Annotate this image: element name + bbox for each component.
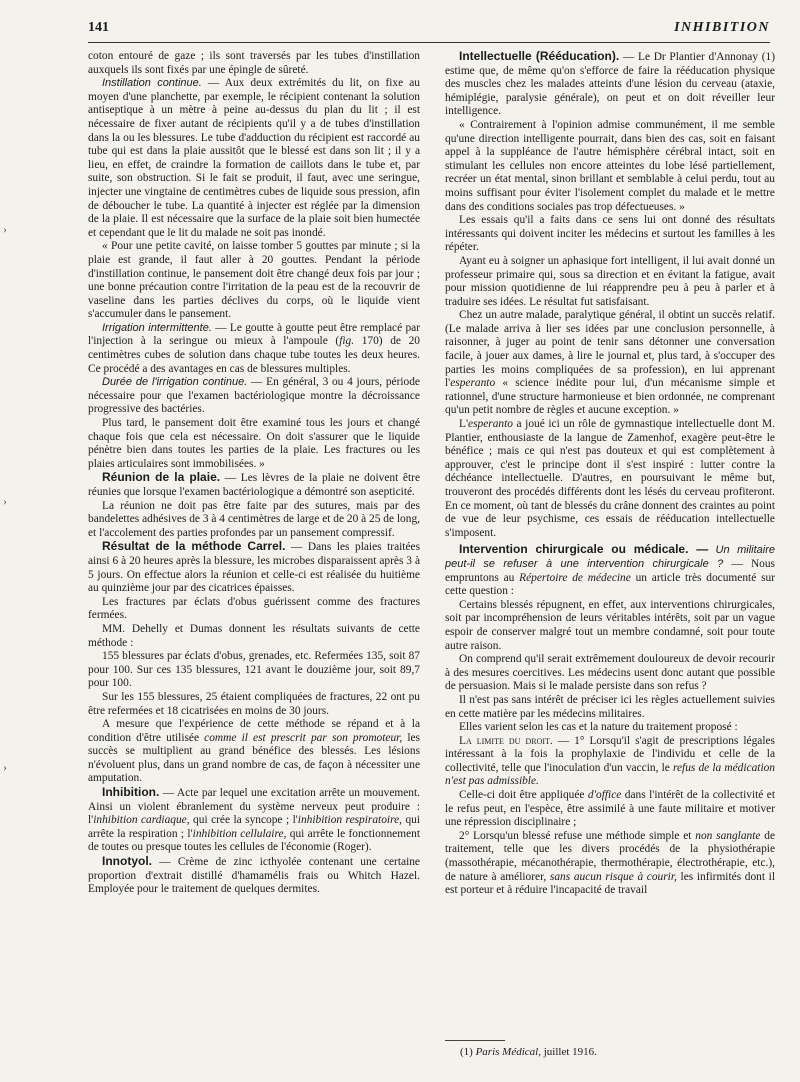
margin-chevron-icon: › [3,494,7,508]
paragraph: coton entouré de gaze ; ils sont traversés par les tubes d'instillation auxquels ils sont fixés par une épingle de sûreté. [88,50,420,76]
paragraph: Les fractures par éclats d'obus guérissent comme des fractures fermées. [88,595,420,622]
paragraph: Réunion de la plaie. — Les lèvres de la plaie ne doivent être réunies que lorsque l'examen bactériologique a démontré son asepticité. [88,470,420,498]
footnote: (1) Paris Médical, juillet 1916. [460,1046,597,1058]
paragraph: La réunion ne doit pas être faite par des sutures, mais par des bandelettes adhésives de 3 à 4 centimètres de large et de 20 à 25 de long, et l'accolement des parties profondes par un pansement compressif. [88,499,420,539]
section-heading: Innotyol. [102,854,152,869]
paragraph: 2° Lorsqu'un blessé refuse une méthode simple et non sanglante de traitement, telle que les divers procédés de la physiothérapie (massothérapie, mécanothérapie, thermothérapie, électrothérapie, etc.), de nature à améliorer, sans aucun risque à courir, les infirmités dont il est porteur et à réduire l'incapacité de travail [445,829,775,897]
section-heading: Intervention chirurgicale ou médicale. [459,542,689,557]
small-caps-heading: La limite du droit. [459,734,553,747]
paragraph: Il n'est pas sans intérêt de préciser ici les règles actuellement suivies en cette matière par les médecins militaires. [445,693,775,720]
footnote-divider [445,1040,505,1041]
paragraph: Elles varient selon les cas et la nature du traitement proposé : [459,721,738,734]
paragraph: Les essais qu'il a faits dans ce sens lui ont donné des résultats intéressants qui doivent inciter les médecins et surtout les familles à les répéter. [445,214,775,254]
entry-innotyol: Innotyol. — Crème de zinc icthyolée contenant une certaine proportion d'extrait distillé d'hamamélis frais ou Whitch Hazel. Employée pour le traitement de quelques dermites. [88,854,420,896]
paragraph: MM. Dehelly et Dumas donnent les résultats suivants de cette méthode : [88,622,420,649]
section-heading: Inhibition. [102,785,160,800]
paragraph: Ayant eu à soigner un aphasique fort intelligent, il lui avait donné un professeur primaire qui, sous sa direction et en évitant la fatigue, avait pour mission quotidienne de lui réapprendre peu à peu à parler et à traduire ses idées. Le résultat fut satisfaisant. [445,254,775,308]
entry-inhibition: Inhibition. — Acte par lequel une excitation arrête un mouvement. Ainsi un violent ébranlement du système nerveux peut produire : l'inhibition cardiaque, qui crée la syncope ; l'inhibition respiratoire, qui arrête la respiration ; l'inhibition cellulaire, qui arrête le fonctionnement de toutes ou presque toutes les cellules de l'économie (Roger). [88,785,420,854]
margin-chevron-icon: › [3,760,7,774]
section-heading: Intellectuelle (Rééducation). [459,50,620,63]
paragraph: On comprend qu'il serait extrêmement douloureux de devoir recourir à des mesures coercitives. Les médecins usent donc autant que possible de persuasion. Mais si le malade persiste dans son refus ? [445,653,775,693]
section-heading: Réunion de la plaie. [102,470,221,485]
paragraph: Sur les 155 blessures, 25 étaient compliquées de fractures, 22 ont pu être refermées et 18 cicatrisées en moins de 30 jours. [88,690,420,717]
paragraph: « Contrairement à l'opinion admise communément, il me semble qu'une direction intelligente pourrait, dans bien des cas, soit en faisant appel à la suppléance de l'autre hémisphère cérébral intact, soit en stimulant les cellules non encore atteintes du lobe lésé partiellement, recréer un état mental, sinon brillant et semblable à celui perdu, tout au moins suffisant pour éviter l'isolement complet du malade et le mettre dans des conditions sociales pas trop défectueuses. » [445,118,775,213]
paragraph: Celle-ci doit être appliquée d'office dans l'intérêt de la collectivité et le refus peut, en l'espèce, être assimilé à une faute militaire et motiver une répression disciplinaire ; [445,789,775,829]
right-column [445,50,775,1035]
paragraph: Instillation continue. — Aux deux extrémités du lit, on fixe au moyen d'une planchette, par exemple, le récipient contenant la solution antiseptique à un mètre à peine au-dessus du plan du lit ; il est nécessaire de fixer autant de récipients qu'il y a de tubes d'instillation dans la ou les blessures. Le tube d'adduction du récipient est raccordé au tube qui est dans la plaie aussitôt que le blessé est dans son lit ; il y a lieu, en effet, de craindre la formation de caillots dans le tube et, par suite, son obstruction. Si le fait se produit, il faut, avec une seringue, injecter une vingtaine de centimètres cubes de liquide sous pression, afin de déboucher le tube. La quantité à injecter est réglée par la dimension de la plaie. Il est nécessaire que la surface de la plaie soit bien humectée et cependant que le lit du malade ne soit pas inondé. [88,77,420,239]
left-column [88,50,420,1062]
entry-reeducation: Intellectuelle (Rééducation). — Le Dr Plantier d'Annonay (1) estime que, de même qu'on s'efforce de faire la rééducation physique des muscles chez les malades atteints d'une lésion du cerveau (ataxie, hémiplégie, paralysie générale), on peut et on doit réveiller leur intelligence. [445,50,775,118]
margin-chevron-icon: › [3,222,7,236]
paragraph: L'esperanto a joué ici un rôle de gymnastique intellectuelle dont M. Plantier, enthousiaste de la langue de Zamenhof, exagère peut-être le bénéfice ; mais ce qui n'est pas douteux et qui est complètement à approuver, c'est le principe dont il s'est inspiré : lutter contre la déchéance intellectuelle. D'autres, en poursuivant le même but, trouveront des procédés différents dont les lésés du cerveau profiteront. En ce moment, où tant de blessés du crâne donnent des craintes au point de vue de leur psychisme, ces essais de rééducation intellectuelle s'imposent. [445,418,775,539]
paragraph: Certains blessés répugnent, en effet, aux interventions chirurgicales, soit par incompréhension de leurs véritables intérêts, soit par un vague espoir de conserver malgré tout un membre condamné, soit pour toute autre raison. [445,598,775,652]
paragraph: « Pour une petite cavité, on laisse tomber 5 gouttes par minute ; si la plaie est grande, il faut aller à 20 gouttes. Pendant la période d'instillation continue, le pansement doit être changé deux fois par jour ; une bonne précaution contre l'irritation de la peau est de la recouvrir de vaseline dans les parties déclives du corps, où le liquide vient s'accumuler dans le pansement. [88,240,420,321]
paragraph: La limite du droit. — 1° Lorsqu'il s'agit de prescriptions légales intéressant à la fois la prophylaxie de l'individu et celle de la collectivité, telle que l'inoculation d'un vaccin, le refus de la médication n'est pas admissible. [445,734,775,788]
subheading: Durée de l'irrigation continue. [102,376,248,389]
subheading: Un militaire peut-il se refuser à une intervention chirurgicale ? [445,544,775,570]
subheading: Instillation continue. [102,77,202,90]
subheading: Irrigation intermittente. [102,321,212,334]
page-number: 141 [88,20,109,35]
paragraph: Résultat de la méthode Carrel. — Dans les plaies traitées ainsi 6 à 20 heures après la blessure, les microbes disparaissent après 3 à 5 jours. On effectue alors la réunion et celle-ci est réalisée du huitième au quinzième jour par des cicatrices épaisses. [88,539,420,595]
paragraph: Durée de l'irrigation continue. — En général, 3 ou 4 jours, période nécessaire pour que l'examen bactériologique montre la décroissance progressive des bactéries. [88,376,420,416]
paragraph: Irrigation intermittente. — Le goutte à goutte peut être remplacé par l'injection à la seringue ou mieux à l'ampoule (fig. 170) de 20 centimètres cubes de solution dans chaque tube toutes les deux heures. Ce procédé a des avantages en cas de blessures multiples. [88,321,420,375]
paragraph: Plus tard, le pansement doit être examiné tous les jours et changé chaque fois que cela est nécessaire. On doit s'assurer que le liquide pénètre bien dans toutes les parties de la plaie. Les fractures ou les plaies articulaires sont immobilisées. » [88,417,420,470]
entry-intervention: Intervention chirurgicale ou médicale. — Un militaire peut-il se refuser à une intervention chirurgicale ? — Nous empruntons au Répertoire de médecine un article très documenté sur cette question : [445,542,775,598]
paragraph: A mesure que l'expérience de cette méthode se répand et à la condition d'être utilisée comme il est prescrit par son promoteur, les succès se multiplient au grand bénéfice des blessés. Les lésions n'évoluent plus, dans un grand nombre de cas, de façon à nécessiter une amputation. [88,718,420,785]
page-header [88,18,770,43]
paragraph: Chez un autre malade, paralytique général, il obtint un succès relatif. (Le malade arriva à lier ses idées par une conclusion personnelle, à raisonner, à juger au point de tenir sans détonner une conversation facile, à jouer aux dames, à lire le journal et, plus tard, à s'occuper des parties les moins compliquées de sa profession), en lui apprenant l'esperanto « science inédite pour lui, d'un mécanisme simple et rationnel, d'une structure harmonieuse et bien ordonnée, ne comprenant qu'un petit nombre de règles et aucune exception. » [445,309,775,417]
running-head: INHIBITION [674,20,770,35]
section-heading: Résultat de la méthode Carrel. [102,539,286,554]
paragraph: 155 blessures par éclats d'obus, grenades, etc. Refermées 135, soit 87 pour 100. Sur ces 135 blessures, 121 avant le douzième jour, soit 89,7 pour 100. [88,650,420,690]
